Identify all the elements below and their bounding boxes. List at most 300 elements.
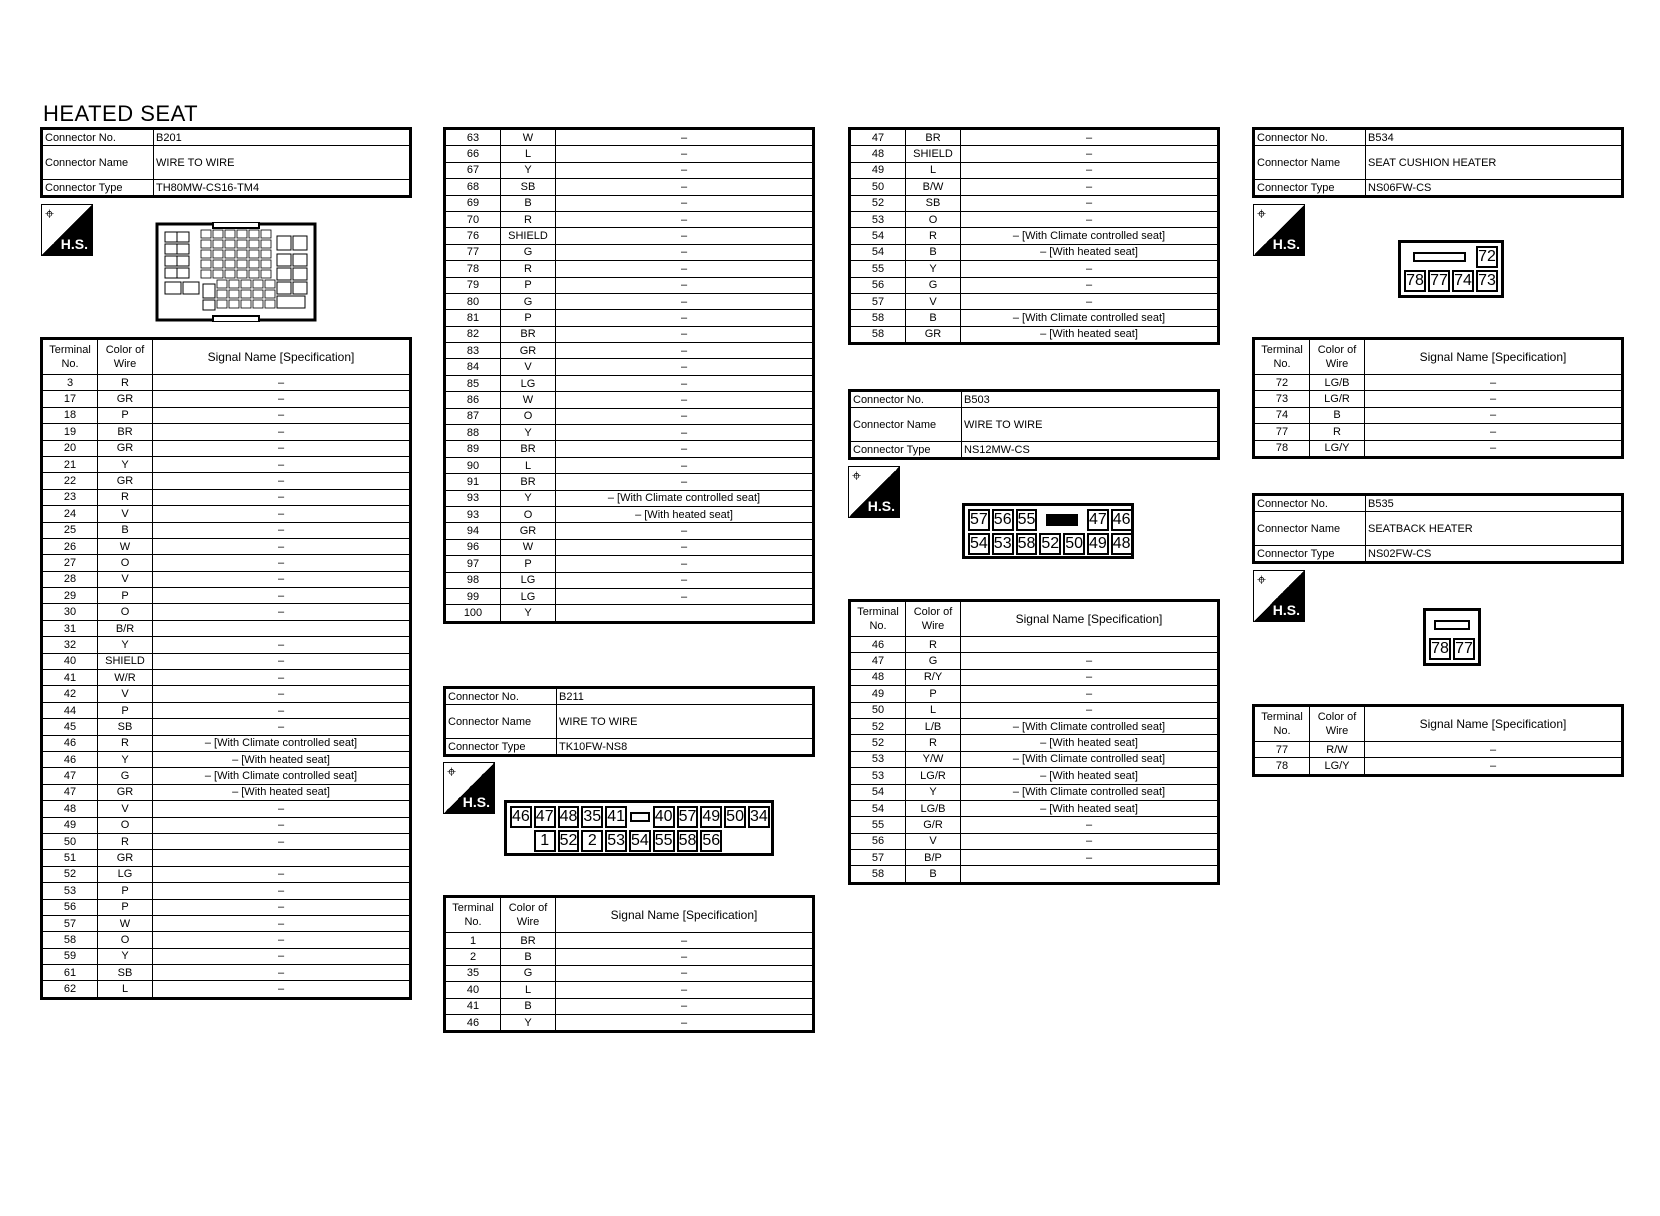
terminal-no-cell: 48 xyxy=(850,669,906,685)
wire-color-cell: O xyxy=(501,506,556,522)
terminal-no-cell: 18 xyxy=(42,407,98,423)
signal-name-cell: – [With Climate controlled seat] xyxy=(961,310,1219,326)
table-row xyxy=(42,850,411,866)
signal-name-cell: – xyxy=(153,424,411,440)
terminal-no-header: Terminal No. xyxy=(445,897,501,933)
signal-name-cell: – xyxy=(153,456,411,472)
pin: 54 xyxy=(629,830,651,852)
terminal-no-cell: 48 xyxy=(42,801,98,817)
wire-color-cell: V xyxy=(98,506,153,522)
terminal-no-cell: 80 xyxy=(445,293,501,309)
table-row xyxy=(42,899,411,915)
signal-name-cell xyxy=(961,866,1219,883)
wire-color-cell: SB xyxy=(906,195,961,211)
connector-b503-section xyxy=(848,389,1220,460)
signal-name-cell: – xyxy=(556,982,814,998)
signal-name-cell: – xyxy=(153,440,411,456)
pin: 78 xyxy=(1404,270,1426,292)
terminal-no-cell: 54 xyxy=(850,800,906,816)
table-row xyxy=(445,392,814,408)
wire-color-cell: V xyxy=(98,801,153,817)
terminal-no-cell: 46 xyxy=(445,1014,501,1031)
terminal-no-cell: 77 xyxy=(1254,424,1310,440)
table-row xyxy=(850,129,1219,146)
harness-side-label: H.S. xyxy=(1272,602,1300,618)
signal-name-cell xyxy=(153,850,411,866)
terminal-no-cell: 28 xyxy=(42,571,98,587)
terminal-no-cell: 68 xyxy=(445,179,501,195)
terminal-no-cell: 49 xyxy=(42,817,98,833)
signal-name-cell: – xyxy=(153,555,411,571)
wire-color-cell: SB xyxy=(98,719,153,735)
connector-glyph-icon: ⌖ xyxy=(1257,206,1267,223)
signal-name-header: Signal Name [Specification] xyxy=(961,601,1219,637)
wire-color-cell: V xyxy=(906,293,961,309)
table-row xyxy=(445,375,814,391)
signal-name-cell: – [With heated seat] xyxy=(961,735,1219,751)
terminal-no-cell: 59 xyxy=(42,948,98,964)
connector-type-label: Connector Type xyxy=(850,442,962,459)
wire-color-cell: W xyxy=(501,129,556,146)
connector-no-label: Connector No. xyxy=(850,391,962,408)
signal-name-cell: – xyxy=(1365,407,1623,423)
wire-color-cell: O xyxy=(906,211,961,227)
wire-color-cell: B xyxy=(501,949,556,965)
table-row xyxy=(445,326,814,342)
signal-name-cell: – [With heated seat] xyxy=(961,768,1219,784)
pin: 55 xyxy=(1016,509,1038,531)
table-row xyxy=(850,261,1219,277)
table-row xyxy=(850,735,1219,751)
color-of-wire-header: Color of Wire xyxy=(501,897,556,933)
wire-color-cell: LG xyxy=(501,588,556,604)
terminal-no-cell: 52 xyxy=(850,735,906,751)
wire-color-cell: R/Y xyxy=(906,669,961,685)
table-row xyxy=(850,817,1219,833)
signal-name-cell: – xyxy=(153,686,411,702)
connector-no-value: B211 xyxy=(557,688,814,705)
terminal-no-cell: 29 xyxy=(42,588,98,604)
signal-name-cell: – xyxy=(153,604,411,620)
table-row xyxy=(445,539,814,555)
signal-name-cell: – xyxy=(556,474,814,490)
terminal-no-cell: 77 xyxy=(1254,742,1310,758)
terminal-no-cell: 24 xyxy=(42,506,98,522)
table-row xyxy=(445,244,814,260)
table-row xyxy=(445,408,814,424)
terminal-no-cell: 35 xyxy=(445,965,501,981)
signal-name-cell: – xyxy=(961,669,1219,685)
signal-name-header: Signal Name [Specification] xyxy=(1365,339,1623,375)
wire-color-cell: V xyxy=(906,833,961,849)
table-row xyxy=(42,915,411,931)
table-row xyxy=(850,162,1219,178)
signal-name-cell: – xyxy=(556,293,814,309)
wire-color-cell: P xyxy=(906,686,961,702)
connector-b211-terminals xyxy=(443,895,815,1033)
terminal-no-cell: 88 xyxy=(445,425,501,441)
pin: 57 xyxy=(968,509,990,531)
connector-type-value: NS06FW-CS xyxy=(1366,180,1623,197)
signal-name-cell: – [With Climate controlled seat] xyxy=(961,228,1219,244)
wire-color-cell: O xyxy=(98,555,153,571)
table-row xyxy=(445,261,814,277)
table-row xyxy=(42,604,411,620)
pin: 46 xyxy=(1111,509,1133,531)
signal-name-cell: – xyxy=(961,179,1219,195)
terminal-no-cell: 47 xyxy=(42,768,98,784)
table-row xyxy=(445,572,814,588)
pin: 52 xyxy=(1039,533,1061,555)
table-row xyxy=(445,933,814,949)
pin: 47 xyxy=(534,806,556,828)
connector-type-value: NS02FW-CS xyxy=(1366,546,1623,563)
connector-type-label: Connector Type xyxy=(42,180,154,197)
signal-name-cell: – [With Climate controlled seat] xyxy=(961,718,1219,734)
wire-color-cell: W xyxy=(501,539,556,555)
signal-name-cell: – xyxy=(556,195,814,211)
connector-no-value: B534 xyxy=(1366,129,1623,146)
lock-tab xyxy=(629,806,651,828)
table-row xyxy=(42,375,411,391)
connector-name-label: Connector Name xyxy=(1254,512,1366,546)
terminal-no-cell: 58 xyxy=(850,310,906,326)
pin: 41 xyxy=(605,806,627,828)
table-row xyxy=(445,605,814,622)
signal-name-cell: – xyxy=(556,998,814,1014)
signal-name-cell: – xyxy=(556,343,814,359)
wire-color-cell: R xyxy=(98,375,153,391)
table-row xyxy=(42,702,411,718)
table-row xyxy=(445,1014,814,1031)
wire-color-cell: W xyxy=(98,538,153,554)
signal-name-cell: – xyxy=(153,915,411,931)
signal-name-cell: – xyxy=(153,637,411,653)
table-row xyxy=(42,833,411,849)
wire-color-cell: GR xyxy=(98,784,153,800)
wire-color-cell: LG/Y xyxy=(1310,440,1365,457)
wire-color-cell: G xyxy=(501,293,556,309)
table-row xyxy=(42,653,411,669)
table-row xyxy=(42,620,411,636)
signal-name-cell: – [With Climate controlled seat] xyxy=(556,490,814,506)
wire-color-cell: P xyxy=(98,883,153,899)
wire-color-cell: P xyxy=(98,702,153,718)
terminal-no-cell: 25 xyxy=(42,522,98,538)
table-row xyxy=(1254,424,1623,440)
signal-name-cell: – xyxy=(961,293,1219,309)
signal-name-cell: – [With heated seat] xyxy=(153,751,411,767)
pin: 54 xyxy=(968,533,990,555)
pin: 47 xyxy=(1087,509,1109,531)
connector-no-label: Connector No. xyxy=(445,688,557,705)
terminal-no-cell: 69 xyxy=(445,195,501,211)
table-row xyxy=(445,457,814,473)
signal-name-cell: – xyxy=(961,833,1219,849)
wire-color-cell: GR xyxy=(906,326,961,343)
wire-color-cell: W xyxy=(501,392,556,408)
pin: 58 xyxy=(677,830,699,852)
terminal-no-cell: 47 xyxy=(42,784,98,800)
wire-color-cell: O xyxy=(98,817,153,833)
connector-b503-face xyxy=(962,503,1134,559)
table-row xyxy=(850,866,1219,883)
wire-color-cell: R xyxy=(906,637,961,653)
wire-color-cell: GR xyxy=(98,473,153,489)
pin: 1 xyxy=(534,830,556,852)
signal-name-cell: – xyxy=(153,948,411,964)
signal-name-cell xyxy=(153,620,411,636)
terminal-no-cell: 3 xyxy=(42,375,98,391)
table-row xyxy=(445,146,814,162)
signal-name-cell: – xyxy=(153,965,411,981)
terminal-no-cell: 78 xyxy=(1254,440,1310,457)
table-row xyxy=(445,277,814,293)
table-row xyxy=(445,310,814,326)
connector-no-value: B535 xyxy=(1366,495,1623,512)
table-row xyxy=(850,244,1219,260)
signal-name-cell: – xyxy=(1365,391,1623,407)
wire-color-cell: R xyxy=(98,735,153,751)
terminal-table xyxy=(443,127,815,624)
signal-name-cell: – xyxy=(153,538,411,554)
table-row xyxy=(445,998,814,1014)
signal-name-cell: – xyxy=(153,932,411,948)
table-row xyxy=(42,735,411,751)
wire-color-cell: V xyxy=(98,571,153,587)
signal-name-cell: – xyxy=(153,653,411,669)
table-row xyxy=(850,768,1219,784)
terminal-no-cell: 46 xyxy=(850,637,906,653)
table-row xyxy=(42,571,411,587)
table-row xyxy=(1254,758,1623,775)
color-of-wire-header: Color of Wire xyxy=(98,339,153,375)
table-row xyxy=(445,982,814,998)
table-row xyxy=(42,751,411,767)
signal-name-cell: – xyxy=(1365,758,1623,775)
connector-b534-face xyxy=(1398,240,1504,298)
terminal-no-cell: 58 xyxy=(850,326,906,343)
wire-color-cell: GR xyxy=(98,391,153,407)
connector-b534-info xyxy=(1252,127,1624,198)
harness-side-icon xyxy=(848,466,900,518)
terminal-no-cell: 57 xyxy=(850,293,906,309)
terminal-no-cell: 78 xyxy=(1254,758,1310,775)
terminal-no-cell: 52 xyxy=(42,866,98,882)
table-row xyxy=(42,948,411,964)
wire-color-cell: LG/Y xyxy=(1310,758,1365,775)
signal-name-cell: – xyxy=(153,391,411,407)
signal-name-cell: – xyxy=(153,719,411,735)
table-row xyxy=(42,456,411,472)
terminal-no-cell: 89 xyxy=(445,441,501,457)
terminal-no-cell: 97 xyxy=(445,556,501,572)
connector-type-value: NS12MW-CS xyxy=(962,442,1219,459)
wire-color-cell: L/B xyxy=(906,718,961,734)
signal-name-cell: – xyxy=(153,670,411,686)
signal-name-cell: – xyxy=(556,539,814,555)
table-row xyxy=(445,179,814,195)
table-row xyxy=(850,653,1219,669)
wire-color-cell: LG/B xyxy=(1310,375,1365,391)
signal-name-cell: – xyxy=(556,228,814,244)
terminal-no-cell: 56 xyxy=(850,277,906,293)
terminal-no-cell: 47 xyxy=(850,129,906,146)
signal-name-cell: – xyxy=(1365,375,1623,391)
wire-color-cell: SHIELD xyxy=(501,228,556,244)
connector-glyph-icon: ⌖ xyxy=(1257,572,1267,589)
terminal-no-cell: 52 xyxy=(850,195,906,211)
table-row xyxy=(445,588,814,604)
signal-name-cell: – [With heated seat] xyxy=(961,244,1219,260)
connector-b201-continued xyxy=(443,127,815,624)
wire-color-cell: Y xyxy=(501,1014,556,1031)
wire-color-cell: R xyxy=(501,261,556,277)
wire-color-cell: Y xyxy=(501,605,556,622)
harness-side-icon xyxy=(1253,570,1305,622)
signal-name-cell: – [With Climate controlled seat] xyxy=(961,784,1219,800)
spacer xyxy=(724,830,746,852)
signal-name-cell: – xyxy=(556,523,814,539)
wire-color-cell: SB xyxy=(501,179,556,195)
wire-color-cell: P xyxy=(98,588,153,604)
table-row xyxy=(850,833,1219,849)
terminal-no-cell: 42 xyxy=(42,686,98,702)
pin: 53 xyxy=(605,830,627,852)
connector-b535-info xyxy=(1252,493,1624,564)
table-row xyxy=(445,965,814,981)
pin: 2 xyxy=(581,830,603,852)
terminal-no-cell: 57 xyxy=(850,850,906,866)
wire-color-cell: BR xyxy=(906,129,961,146)
signal-name-cell: – xyxy=(556,572,814,588)
table-row xyxy=(850,310,1219,326)
table-row xyxy=(445,359,814,375)
terminal-no-cell: 49 xyxy=(850,162,906,178)
signal-name-cell: – xyxy=(961,850,1219,866)
signal-name-cell: – [With heated seat] xyxy=(961,800,1219,816)
terminal-no-cell: 56 xyxy=(42,899,98,915)
wire-color-cell: LG xyxy=(98,866,153,882)
wire-color-cell: LG/B xyxy=(906,800,961,816)
terminal-no-cell: 74 xyxy=(1254,407,1310,423)
terminal-no-cell: 50 xyxy=(850,179,906,195)
wire-color-cell: O xyxy=(98,932,153,948)
table-row xyxy=(850,751,1219,767)
table-row xyxy=(850,784,1219,800)
connector-b201-section xyxy=(40,127,412,198)
signal-name-cell: – xyxy=(153,817,411,833)
terminal-no-cell: 70 xyxy=(445,211,501,227)
terminal-no-cell: 40 xyxy=(445,982,501,998)
pin: 40 xyxy=(653,806,675,828)
pin: 48 xyxy=(558,806,580,828)
terminal-no-cell: 55 xyxy=(850,261,906,277)
table-row xyxy=(42,489,411,505)
terminal-no-cell: 94 xyxy=(445,523,501,539)
signal-name-cell: – xyxy=(556,162,814,178)
harness-side-label: H.S. xyxy=(867,498,895,514)
wire-color-cell: L xyxy=(98,981,153,998)
wire-color-cell: B/P xyxy=(906,850,961,866)
terminal-no-cell: 79 xyxy=(445,277,501,293)
wire-color-cell: BR xyxy=(501,474,556,490)
signal-name-cell: – xyxy=(961,261,1219,277)
wire-color-cell: L xyxy=(501,982,556,998)
signal-name-cell: – xyxy=(153,801,411,817)
table-row xyxy=(42,473,411,489)
connector-type-label: Connector Type xyxy=(1254,180,1366,197)
page-title: HEATED SEAT xyxy=(43,101,199,126)
signal-name-cell: – xyxy=(153,866,411,882)
terminal-no-cell: 67 xyxy=(445,162,501,178)
terminal-no-cell: 87 xyxy=(445,408,501,424)
wire-color-cell: LG/R xyxy=(1310,391,1365,407)
terminal-no-cell: 51 xyxy=(42,850,98,866)
wire-color-cell: G xyxy=(906,277,961,293)
signal-name-cell: – xyxy=(961,146,1219,162)
signal-name-cell: – xyxy=(961,277,1219,293)
wire-color-cell: Y xyxy=(501,490,556,506)
table-row xyxy=(445,506,814,522)
terminal-no-cell: 85 xyxy=(445,375,501,391)
terminal-no-cell: 21 xyxy=(42,456,98,472)
terminal-no-cell: 22 xyxy=(42,473,98,489)
connector-b503-info xyxy=(848,389,1220,460)
table-row xyxy=(850,277,1219,293)
table-row xyxy=(445,343,814,359)
table-row xyxy=(42,719,411,735)
connector-name-value: SEATBACK HEATER xyxy=(1366,512,1623,546)
terminal-no-cell: 56 xyxy=(850,833,906,849)
terminal-no-cell: 86 xyxy=(445,392,501,408)
signal-name-cell: – xyxy=(153,522,411,538)
terminal-no-cell: 50 xyxy=(850,702,906,718)
connector-name-value: SEAT CUSHION HEATER xyxy=(1366,146,1623,180)
connector-name-label: Connector Name xyxy=(445,705,557,739)
wire-color-cell: R xyxy=(906,228,961,244)
connector-name-label: Connector Name xyxy=(1254,146,1366,180)
table-row xyxy=(42,883,411,899)
terminal-no-cell: 53 xyxy=(850,751,906,767)
wire-color-cell: L xyxy=(906,702,961,718)
terminal-no-cell: 58 xyxy=(850,866,906,883)
signal-name-cell: – [With Climate controlled seat] xyxy=(153,768,411,784)
terminal-table xyxy=(1252,337,1624,459)
terminal-no-cell: 72 xyxy=(1254,375,1310,391)
connector-b534-section xyxy=(1252,127,1624,198)
wire-color-cell: SHIELD xyxy=(906,146,961,162)
connector-type-value: TH80MW-CS16-TM4 xyxy=(154,180,411,197)
table-row xyxy=(42,670,411,686)
harness-side-label: H.S. xyxy=(1272,236,1300,252)
table-row xyxy=(445,211,814,227)
connector-b534-terminals xyxy=(1252,337,1624,459)
signal-name-cell: – [With Climate controlled seat] xyxy=(153,735,411,751)
wire-color-cell: G xyxy=(906,653,961,669)
wire-color-cell: BR xyxy=(98,424,153,440)
terminal-no-cell: 2 xyxy=(445,949,501,965)
pin: 35 xyxy=(581,806,603,828)
signal-name-header: Signal Name [Specification] xyxy=(153,339,411,375)
table-row xyxy=(850,637,1219,653)
wire-color-cell: B xyxy=(906,244,961,260)
terminal-no-cell: 54 xyxy=(850,228,906,244)
signal-name-cell: – [With heated seat] xyxy=(556,506,814,522)
wire-color-cell: G xyxy=(501,244,556,260)
terminal-no-header: Terminal No. xyxy=(1254,339,1310,375)
wire-color-cell: GR xyxy=(98,440,153,456)
